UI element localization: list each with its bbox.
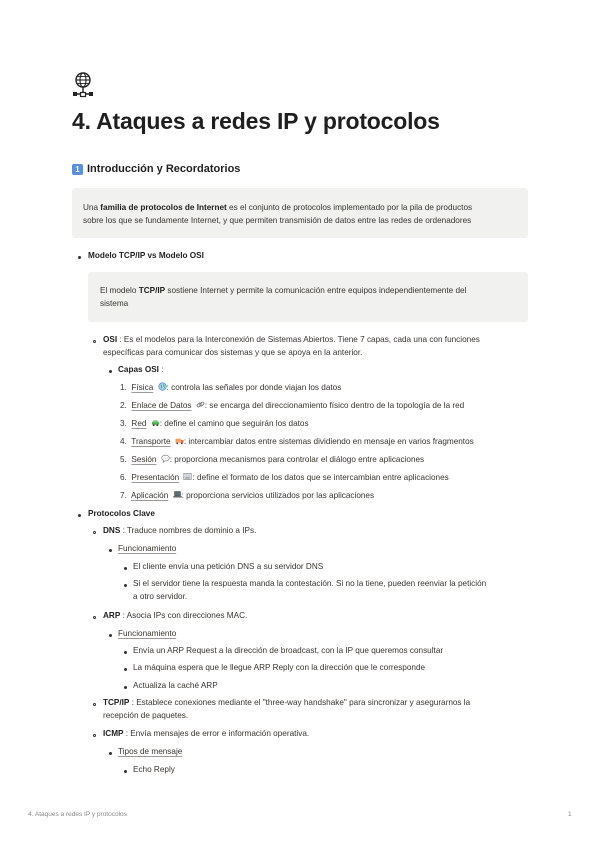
intro-bold: familia de protocolos de Internet xyxy=(100,203,227,212)
car-icon xyxy=(151,418,160,427)
keycap-one-icon: 1 xyxy=(72,164,83,175)
osi-layer-1: 1. Física : controla las señales por donde viajan los datos xyxy=(120,383,342,392)
list-item: Actualiza la caché ARP xyxy=(133,681,218,690)
list-item: Echo Reply xyxy=(133,765,175,774)
osi-layer-5: 5. Sesión : proporciona mecanismos para controlar el diálogo entre aplicaciones xyxy=(120,455,425,464)
tcpip-vs-osi-heading: Modelo TCP/IP vs Modelo OSI xyxy=(88,251,204,260)
osi-layer-2: 2. Enlace de Datos : se encarga del direccionamiento físico dentro de la topología de la red xyxy=(120,401,465,410)
list-item-capas: Capas OSI : xyxy=(118,365,164,374)
list-item-arp: ARP : Asocia IPs con direcciones MAC. xyxy=(103,611,248,620)
osi-layer-4: 4. Transporte : intercambiar datos entre sistemas dividiendo en mensaje en varios fragmentos xyxy=(120,437,474,446)
speech-bubble-icon xyxy=(161,454,170,463)
list-item: Funcionamiento xyxy=(118,544,177,553)
list-item-dns: DNS : Traduce nombres de dominio a IPs. xyxy=(103,526,257,535)
page-title: 4. Ataques a redes IP y protocolos xyxy=(72,108,440,134)
footer-title: 4. Ataques a redes IP y protocolos xyxy=(28,811,127,818)
page-number: 1 xyxy=(568,811,572,818)
list-item: Tipos de mensaje xyxy=(118,747,183,756)
list-item: La máquina espera que le llegue ARP Reply con la dirección que le corresponde xyxy=(133,663,426,672)
list-item: Si el servidor tiene la respuesta manda la contestación. Si no la tiene, pueden reenviar la petición a otro servidor. xyxy=(133,579,487,601)
osi-layer-3: 3. Red : define el camino que seguirán los datos xyxy=(120,419,309,428)
truck-icon xyxy=(175,436,184,445)
tcpip-callout: El modelo TCP/IP sostiene Internet y permite la comunicación entre equipos independientemente del sistema xyxy=(88,272,528,322)
list-item-tcpip: TCP/IP : Establece conexiones mediante el "three-way handshake" para sincronizar y asegurarnos la recepción de paquetes. xyxy=(103,698,471,720)
protocols-heading: Protocolos Clave xyxy=(88,509,155,518)
list-item: Envía un ARP Request a la dirección de broadcast, con la IP que queremos consultar xyxy=(133,646,444,655)
osi-layer-6: 6. Presentación : define el formato de los datos que se intercambian entre aplicaciones xyxy=(120,473,449,482)
globe-icon xyxy=(158,382,167,391)
framed-picture-icon xyxy=(183,472,192,481)
list-item xyxy=(88,250,204,263)
osi-layer-7: 7. Aplicación : proporciona servicios utilizados por las aplicaciones xyxy=(120,491,375,500)
list-item: Funcionamiento xyxy=(118,629,177,638)
section-heading-text: Introducción y Recordatorios xyxy=(87,163,241,175)
list-item: El cliente envía una petición DNS a su servidor DNS xyxy=(133,562,324,571)
list-item-osi: OSI : Es el modelos para la Interconexión de Sistemas Abiertos. Tiene 7 capas, cada una con funciones específicas para comunicar dos sistemas y que se apoya en la anterior. xyxy=(103,335,480,357)
list-item-icmp: ICMP : Envía mensajes de error e información operativa. xyxy=(103,729,310,738)
section-heading xyxy=(72,163,240,175)
intro-callout: Una familia de protocolos de Internet es el conjunto de protocolos implementado por la pila de productos sobre los que se fundamente Internet, y que permiten transmisión de datos entre las redes de ordenadores xyxy=(72,188,528,238)
link-icon xyxy=(196,400,205,409)
laptop-icon xyxy=(173,490,182,499)
list-item xyxy=(88,508,155,521)
globe-network-icon xyxy=(72,71,94,101)
